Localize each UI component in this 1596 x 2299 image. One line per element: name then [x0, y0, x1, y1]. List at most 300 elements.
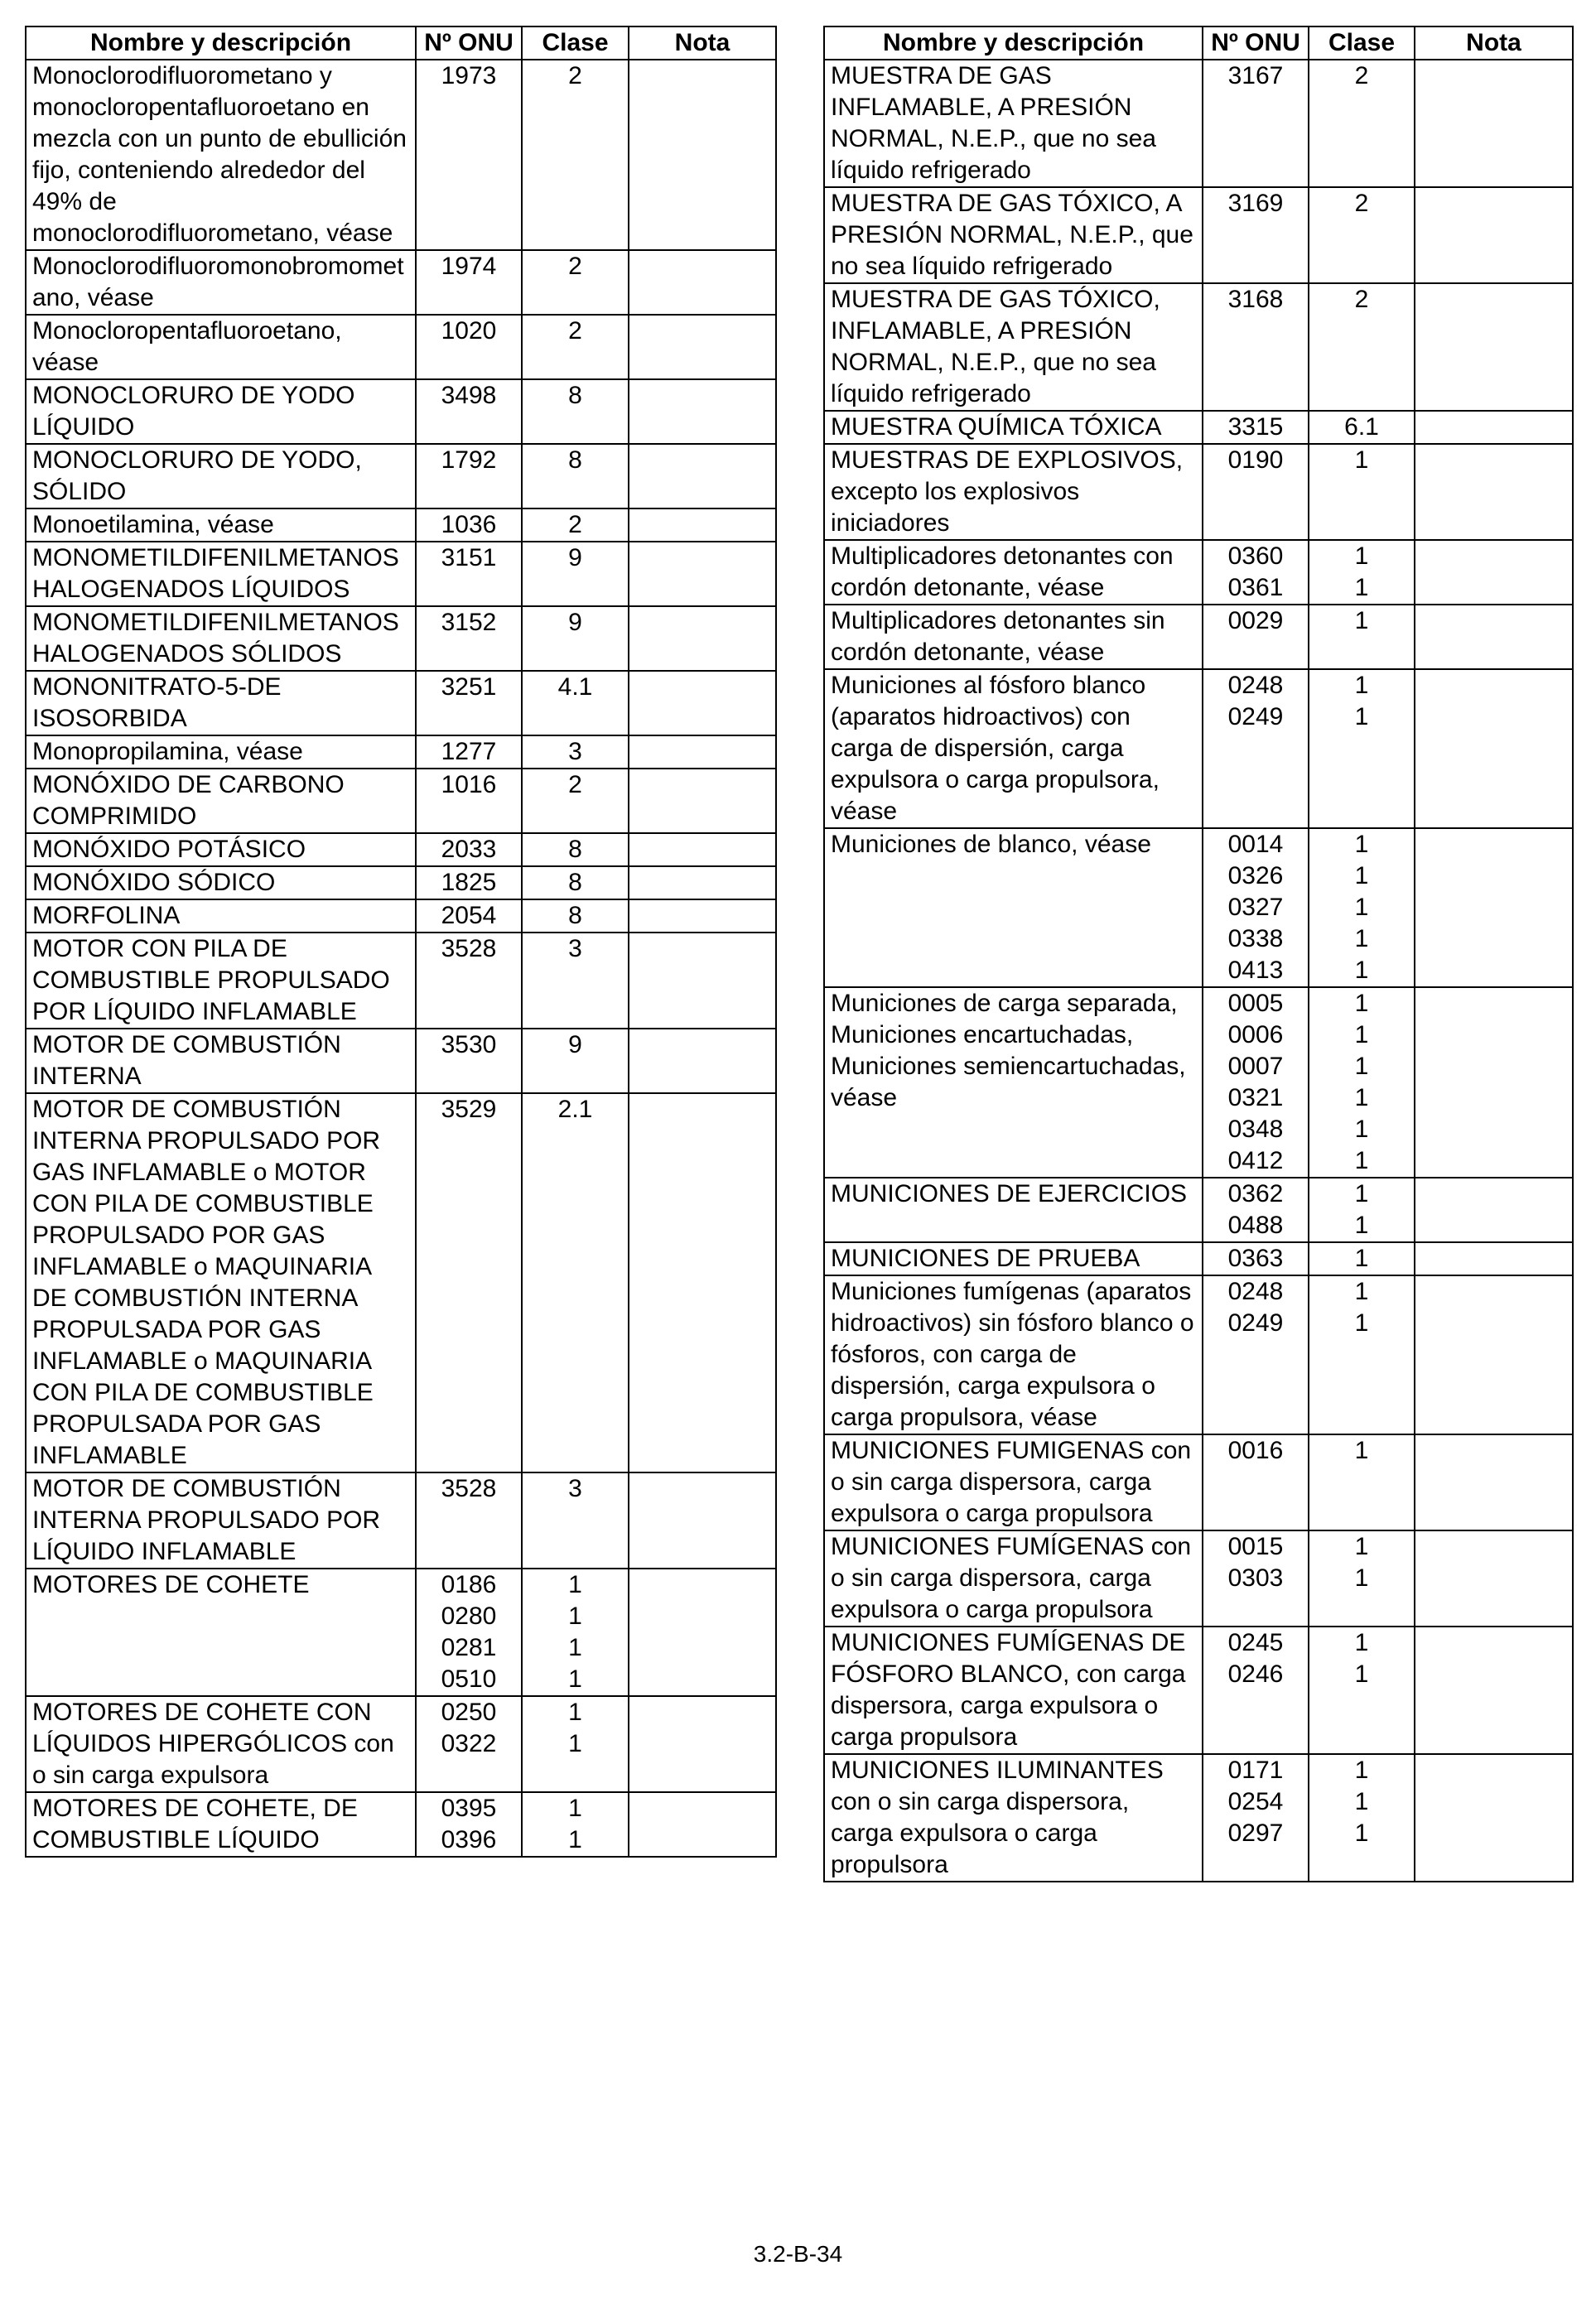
table-row [824, 605, 1573, 669]
hazard-class: 8 [568, 446, 582, 474]
dangerous-goods-table-right [823, 26, 1574, 1882]
un-number: 0338 [1227, 925, 1284, 952]
hazard-class: 2 [1354, 286, 1369, 313]
hazard-class: 1 [1354, 1788, 1369, 1815]
note-cell [629, 735, 776, 769]
hazard-class-cell [522, 1569, 629, 1696]
table-row [26, 769, 776, 833]
hazard-class: 1 [1354, 1053, 1369, 1080]
note-cell [629, 933, 776, 1029]
hazard-class: 1 [1354, 990, 1369, 1017]
table-row [824, 1242, 1573, 1275]
hazard-class: 1 [568, 1571, 582, 1598]
un-number: 0363 [1227, 1245, 1284, 1272]
un-number: 0016 [1227, 1437, 1284, 1464]
substance-name: Monoclorodifluoromonobromometano, véase [26, 250, 416, 315]
un-number: 3528 [441, 1475, 497, 1502]
un-number: 0303 [1227, 1564, 1284, 1592]
hazard-class: 1 [568, 1730, 582, 1757]
note-cell [1415, 605, 1573, 669]
un-number-cell [1203, 987, 1309, 1178]
hazard-class: 1 [1354, 1147, 1369, 1174]
note-cell [1415, 540, 1573, 605]
hazard-class: 1 [1354, 925, 1369, 952]
hazard-class: 1 [568, 1795, 582, 1822]
hazard-class-cell [1309, 1434, 1415, 1530]
note-cell [629, 769, 776, 833]
hazard-class: 1 [1354, 957, 1369, 984]
un-number-cell [416, 671, 522, 735]
hazard-class: 1 [1354, 1564, 1369, 1592]
un-number-cell [1203, 669, 1309, 828]
table-row [26, 250, 776, 315]
substance-name: Multiplicadores detonantes con cordón detonante, véase [824, 540, 1203, 605]
un-number: 3167 [1227, 62, 1284, 89]
hazard-class: 1 [568, 1603, 582, 1630]
hazard-class: 1 [1354, 1021, 1369, 1048]
un-number-cell [416, 1792, 522, 1857]
note-cell [1415, 283, 1573, 411]
table-row [824, 1530, 1573, 1627]
hazard-class: 1 [1354, 542, 1369, 570]
note-cell [629, 250, 776, 315]
hazard-class: 1 [1354, 831, 1369, 858]
un-number-cell [1203, 828, 1309, 987]
substance-name: MOTOR DE COMBUSTIÓN INTERNA [26, 1029, 416, 1093]
un-number: 3151 [441, 544, 497, 571]
hazard-class-cell [522, 671, 629, 735]
un-number-cell [416, 444, 522, 508]
note-cell [1415, 187, 1573, 283]
table-row [26, 315, 776, 379]
substance-name: MOTOR CON PILA DE COMBUSTIBLE PROPULSADO POR LÍQUIDO INFLAMABLE [26, 933, 416, 1029]
table-row [26, 606, 776, 671]
un-number: 0361 [1227, 574, 1284, 601]
un-number-cell [1203, 1242, 1309, 1275]
hazard-class: 1 [1354, 862, 1369, 889]
un-number-cell [1203, 605, 1309, 669]
dangerous-goods-table-left [25, 26, 777, 1858]
table-row [26, 1029, 776, 1093]
header-onu: Nº ONU [1203, 27, 1309, 60]
hazard-class: 2 [568, 511, 582, 538]
hazard-class-cell [522, 315, 629, 379]
note-cell [629, 866, 776, 899]
note-cell [1415, 1754, 1573, 1882]
un-number-cell [416, 735, 522, 769]
un-number: 0171 [1227, 1757, 1284, 1784]
table-row [824, 1627, 1573, 1754]
note-cell [1415, 1275, 1573, 1434]
note-cell [629, 1472, 776, 1569]
header-nota: Nota [629, 27, 776, 60]
note-cell [629, 542, 776, 606]
hazard-class-cell [522, 379, 629, 444]
un-number: 3529 [441, 1096, 497, 1123]
substance-name: MONÓXIDO POTÁSICO [26, 833, 416, 866]
hazard-class-cell [1309, 1530, 1415, 1627]
table-row [824, 1275, 1573, 1434]
table-row [26, 1093, 776, 1472]
substance-name: Multiplicadores detonantes sin cordón detonante, véase [824, 605, 1203, 669]
hazard-class: 3 [568, 935, 582, 962]
note-cell [629, 1792, 776, 1857]
hazard-class-cell [1309, 1178, 1415, 1242]
un-number: 3530 [441, 1031, 497, 1058]
hazard-class-cell [1309, 1242, 1415, 1275]
note-cell [1415, 1242, 1573, 1275]
header-name: Nombre y descripción [824, 27, 1203, 60]
un-number: 0246 [1227, 1660, 1284, 1688]
hazard-class: 1 [1354, 446, 1369, 474]
note-cell [1415, 1530, 1573, 1627]
un-number: 0395 [441, 1795, 497, 1822]
hazard-class: 1 [1354, 672, 1369, 699]
table-header-row [26, 27, 776, 60]
substance-name: MONOMETILDIFENILMETANOS HALOGENADOS SÓLIDOS [26, 606, 416, 671]
hazard-class: 3 [568, 738, 582, 765]
note-cell [629, 833, 776, 866]
table-row [824, 669, 1573, 828]
page-number: 3.2-B-34 [753, 2241, 843, 2267]
hazard-class-cell [522, 1093, 629, 1472]
table-row [824, 1434, 1573, 1530]
un-number-cell [416, 866, 522, 899]
hazard-class-cell [522, 508, 629, 542]
note-cell [629, 1569, 776, 1696]
un-number-cell [416, 1696, 522, 1792]
hazard-class-cell [1309, 411, 1415, 444]
un-number: 0322 [441, 1730, 497, 1757]
hazard-class: 1 [1354, 1245, 1369, 1272]
table-row [26, 833, 776, 866]
hazard-class: 2 [568, 253, 582, 280]
table-row [824, 283, 1573, 411]
hazard-class: 1 [1354, 1819, 1369, 1847]
hazard-class: 1 [1354, 1309, 1369, 1337]
un-number: 0249 [1227, 703, 1284, 730]
note-cell [1415, 444, 1573, 540]
hazard-class-cell [522, 735, 629, 769]
un-number: 1020 [441, 317, 497, 345]
hazard-class: 2 [568, 62, 582, 89]
hazard-class: 2.1 [557, 1096, 593, 1123]
substance-name: MONONITRATO-5-DE ISOSORBIDA [26, 671, 416, 735]
un-number: 0250 [441, 1699, 497, 1726]
substance-name: Monopropilamina, véase [26, 735, 416, 769]
table-row [26, 1569, 776, 1696]
hazard-class-cell [522, 833, 629, 866]
table-body-right [824, 60, 1573, 1882]
substance-name: Municiones al fósforo blanco (aparatos hidroactivos) con carga de dispersión, carga expulsora o carga propulsora, véase [824, 669, 1203, 828]
hazard-class-cell [522, 866, 629, 899]
hazard-class: 8 [568, 869, 582, 896]
substance-name: MOTOR DE COMBUSTIÓN INTERNA PROPULSADO POR GAS INFLAMABLE o MOTOR CON PILA DE COMBUSTIBLE PROPULSADO POR GAS INFLAMABLE o MAQUINARIA DE COMBUSTIÓN INTERNA PROPULSADA POR GAS INFLAMABLE o MAQUINARIA CON PILA DE COMBUSTIBLE PROPULSADA POR GAS INFLAMABLE [26, 1093, 416, 1472]
un-number-cell [416, 833, 522, 866]
substance-name: MONOCLORURO DE YODO LÍQUIDO [26, 379, 416, 444]
hazard-class-cell [1309, 605, 1415, 669]
hazard-class: 4.1 [557, 673, 593, 701]
table-row [824, 1754, 1573, 1882]
un-number-cell [416, 1093, 522, 1472]
un-number-cell [416, 508, 522, 542]
un-number-cell [416, 1029, 522, 1093]
hazard-class: 1 [568, 1665, 582, 1693]
hazard-class: 1 [1354, 1533, 1369, 1560]
un-number: 0248 [1227, 1278, 1284, 1305]
un-number-cell [1203, 411, 1309, 444]
hazard-class: 1 [568, 1826, 582, 1853]
substance-name: MUNICIONES DE EJERCICIOS [824, 1178, 1203, 1242]
hazard-class-cell [1309, 187, 1415, 283]
hazard-class: 1 [1354, 1116, 1369, 1143]
un-number: 0412 [1227, 1147, 1284, 1174]
substance-name: MUESTRAS DE EXPLOSIVOS, excepto los explosivos iniciadores [824, 444, 1203, 540]
substance-name: MONOMETILDIFENILMETANOS HALOGENADOS LÍQUIDOS [26, 542, 416, 606]
substance-name: MONÓXIDO DE CARBONO COMPRIMIDO [26, 769, 416, 833]
un-number-cell [416, 315, 522, 379]
note-cell [629, 379, 776, 444]
un-number-cell [1203, 1754, 1309, 1882]
hazard-class-cell [522, 1696, 629, 1792]
substance-name: MUESTRA DE GAS TÓXICO, INFLAMABLE, A PRESIÓN NORMAL, N.E.P., que no sea líquido refrigerado [824, 283, 1203, 411]
un-number: 0249 [1227, 1309, 1284, 1337]
un-number: 0362 [1227, 1180, 1284, 1207]
note-cell [1415, 987, 1573, 1178]
hazard-class: 8 [568, 836, 582, 863]
hazard-class: 1 [1354, 894, 1369, 921]
hazard-class-cell [522, 899, 629, 933]
un-number-cell [1203, 283, 1309, 411]
hazard-class-cell [522, 769, 629, 833]
un-number: 3251 [441, 673, 497, 701]
hazard-class: 2 [568, 317, 582, 345]
note-cell [629, 899, 776, 933]
un-number: 2054 [441, 902, 497, 929]
note-cell [1415, 1434, 1573, 1530]
table-header-row [824, 27, 1573, 60]
hazard-class: 1 [1354, 607, 1369, 634]
table-row [26, 542, 776, 606]
note-cell [1415, 60, 1573, 187]
hazard-class-cell [522, 1472, 629, 1569]
un-number: 2033 [441, 836, 497, 863]
substance-name: Monoetilamina, véase [26, 508, 416, 542]
un-number-cell [416, 606, 522, 671]
un-number-cell [416, 542, 522, 606]
hazard-class-cell [1309, 283, 1415, 411]
table-row [26, 379, 776, 444]
substance-name: Municiones de blanco, véase [824, 828, 1203, 987]
header-onu: Nº ONU [416, 27, 522, 60]
hazard-class: 1 [1354, 1757, 1369, 1784]
substance-name: MUNICIONES FUMÍGENAS con o sin carga dispersora, carga expulsora o carga propulsora [824, 1530, 1203, 1627]
hazard-class: 1 [1354, 1084, 1369, 1111]
note-cell [629, 1029, 776, 1093]
header-name: Nombre y descripción [26, 27, 416, 60]
un-number: 0280 [441, 1603, 497, 1630]
un-number-cell [416, 60, 522, 250]
un-number: 0029 [1227, 607, 1284, 634]
note-cell [629, 1093, 776, 1472]
substance-name: MUESTRA QUÍMICA TÓXICA [824, 411, 1203, 444]
substance-name: MUNICIONES ILUMINANTES con o sin carga dispersora, carga expulsora o carga propulsora [824, 1754, 1203, 1882]
table-row [26, 508, 776, 542]
hazard-class-cell [522, 1029, 629, 1093]
note-cell [1415, 828, 1573, 987]
un-number: 1036 [441, 511, 497, 538]
un-number: 0327 [1227, 894, 1284, 921]
un-number-cell [1203, 187, 1309, 283]
un-number-cell [1203, 1178, 1309, 1242]
hazard-class: 1 [568, 1699, 582, 1726]
un-number: 1016 [441, 771, 497, 798]
hazard-class: 1 [1354, 1437, 1369, 1464]
note-cell [629, 444, 776, 508]
hazard-class-cell [1309, 1627, 1415, 1754]
table-row [26, 933, 776, 1029]
note-cell [1415, 1627, 1573, 1754]
substance-name: MOTORES DE COHETE [26, 1569, 416, 1696]
hazard-class-cell [522, 250, 629, 315]
un-number-cell [416, 1472, 522, 1569]
un-number: 0006 [1227, 1021, 1284, 1048]
table-row [26, 1472, 776, 1569]
un-number-cell [1203, 540, 1309, 605]
hazard-class-cell [522, 542, 629, 606]
un-number: 1277 [441, 738, 497, 765]
substance-name: MONÓXIDO SÓDICO [26, 866, 416, 899]
un-number-cell [1203, 1434, 1309, 1530]
un-number: 0015 [1227, 1533, 1284, 1560]
un-number: 0186 [441, 1571, 497, 1598]
un-number: 0488 [1227, 1212, 1284, 1239]
note-cell [629, 671, 776, 735]
hazard-class-cell [1309, 444, 1415, 540]
un-number-cell [1203, 1627, 1309, 1754]
hazard-class-cell [522, 933, 629, 1029]
hazard-class: 1 [1354, 1629, 1369, 1656]
note-cell [1415, 669, 1573, 828]
hazard-class-cell [522, 606, 629, 671]
hazard-class: 8 [568, 382, 582, 409]
table-row [824, 187, 1573, 283]
un-number: 1792 [441, 446, 497, 474]
note-cell [629, 315, 776, 379]
hazard-class-cell [522, 1792, 629, 1857]
substance-name: Municiones de carga separada, Municiones encartuchadas, Municiones semiencartuchadas, véase [824, 987, 1203, 1178]
header-nota: Nota [1415, 27, 1573, 60]
hazard-class: 1 [1354, 1212, 1369, 1239]
note-cell [629, 1696, 776, 1792]
un-number: 1974 [441, 253, 497, 280]
un-number: 0281 [441, 1634, 497, 1661]
un-number: 3169 [1227, 190, 1284, 217]
hazard-class: 1 [568, 1634, 582, 1661]
hazard-class-cell [1309, 1275, 1415, 1434]
un-number: 3528 [441, 935, 497, 962]
substance-name: MOTORES DE COHETE CON LÍQUIDOS HIPERGÓLICOS con o sin carga expulsora [26, 1696, 416, 1792]
un-number: 0360 [1227, 542, 1284, 570]
table-row [26, 899, 776, 933]
un-number: 0014 [1227, 831, 1284, 858]
substance-name: MUNICIONES DE PRUEBA [824, 1242, 1203, 1275]
un-number-cell [416, 933, 522, 1029]
hazard-class: 2 [1354, 190, 1369, 217]
un-number: 0248 [1227, 672, 1284, 699]
un-number-cell [1203, 444, 1309, 540]
note-cell [1415, 1178, 1573, 1242]
un-number: 0254 [1227, 1788, 1284, 1815]
table-row [26, 444, 776, 508]
header-clase: Clase [522, 27, 629, 60]
table-row [26, 1792, 776, 1857]
un-number: 0321 [1227, 1084, 1284, 1111]
table-row [26, 866, 776, 899]
un-number: 3315 [1227, 413, 1284, 441]
hazard-class: 2 [568, 771, 582, 798]
hazard-class: 3 [568, 1475, 582, 1502]
hazard-class-cell [1309, 987, 1415, 1178]
note-cell [1415, 411, 1573, 444]
hazard-class-cell [1309, 1754, 1415, 1882]
table-row [26, 671, 776, 735]
table-row [824, 987, 1573, 1178]
substance-name: MUESTRA DE GAS TÓXICO, A PRESIÓN NORMAL, N.E.P., que no sea líquido refrigerado [824, 187, 1203, 283]
hazard-class: 1 [1354, 1660, 1369, 1688]
un-number-cell [416, 379, 522, 444]
hazard-class: 8 [568, 902, 582, 929]
hazard-class-cell [1309, 669, 1415, 828]
substance-name: MUNICIONES FUMIGENAS con o sin carga dispersora, carga expulsora o carga propulsora [824, 1434, 1203, 1530]
hazard-class: 2 [1354, 62, 1369, 89]
substance-name: MUESTRA DE GAS INFLAMABLE, A PRESIÓN NORMAL, N.E.P., que no sea líquido refrigerado [824, 60, 1203, 187]
substance-name: MUNICIONES FUMÍGENAS DE FÓSFORO BLANCO, con carga dispersora, carga expulsora o carga propulsora [824, 1627, 1203, 1754]
un-number: 0396 [441, 1826, 497, 1853]
table-row [824, 411, 1573, 444]
un-number-cell [416, 1569, 522, 1696]
un-number: 0005 [1227, 990, 1284, 1017]
un-number: 0413 [1227, 957, 1284, 984]
un-number-cell [416, 769, 522, 833]
un-number: 1825 [441, 869, 497, 896]
hazard-class: 6.1 [1344, 413, 1379, 441]
table-row [824, 540, 1573, 605]
substance-name: Monoclorodifluorometano y monocloropentafluoroetano en mezcla con un punto de ebullición fijo, conteniendo alrededor del 49% de monoclorodifluorometano, véase [26, 60, 416, 250]
hazard-class: 9 [568, 1031, 582, 1058]
un-number: 0007 [1227, 1053, 1284, 1080]
header-clase: Clase [1309, 27, 1415, 60]
table-row [824, 828, 1573, 987]
table-row [26, 1696, 776, 1792]
un-number: 0510 [441, 1665, 497, 1693]
un-number: 0348 [1227, 1116, 1284, 1143]
note-cell [629, 606, 776, 671]
un-number-cell [1203, 1275, 1309, 1434]
substance-name: MOTOR DE COMBUSTIÓN INTERNA PROPULSADO POR LÍQUIDO INFLAMABLE [26, 1472, 416, 1569]
un-number: 3152 [441, 609, 497, 636]
hazard-class-cell [1309, 828, 1415, 987]
table-row [824, 1178, 1573, 1242]
note-cell [629, 508, 776, 542]
table-row [824, 60, 1573, 187]
un-number-cell [416, 899, 522, 933]
substance-name: MOTORES DE COHETE, DE COMBUSTIBLE LÍQUIDO [26, 1792, 416, 1857]
substance-name: MONOCLORURO DE YODO, SÓLIDO [26, 444, 416, 508]
table-body-left [26, 60, 776, 1857]
un-number: 0190 [1227, 446, 1284, 474]
un-number: 0245 [1227, 1629, 1284, 1656]
